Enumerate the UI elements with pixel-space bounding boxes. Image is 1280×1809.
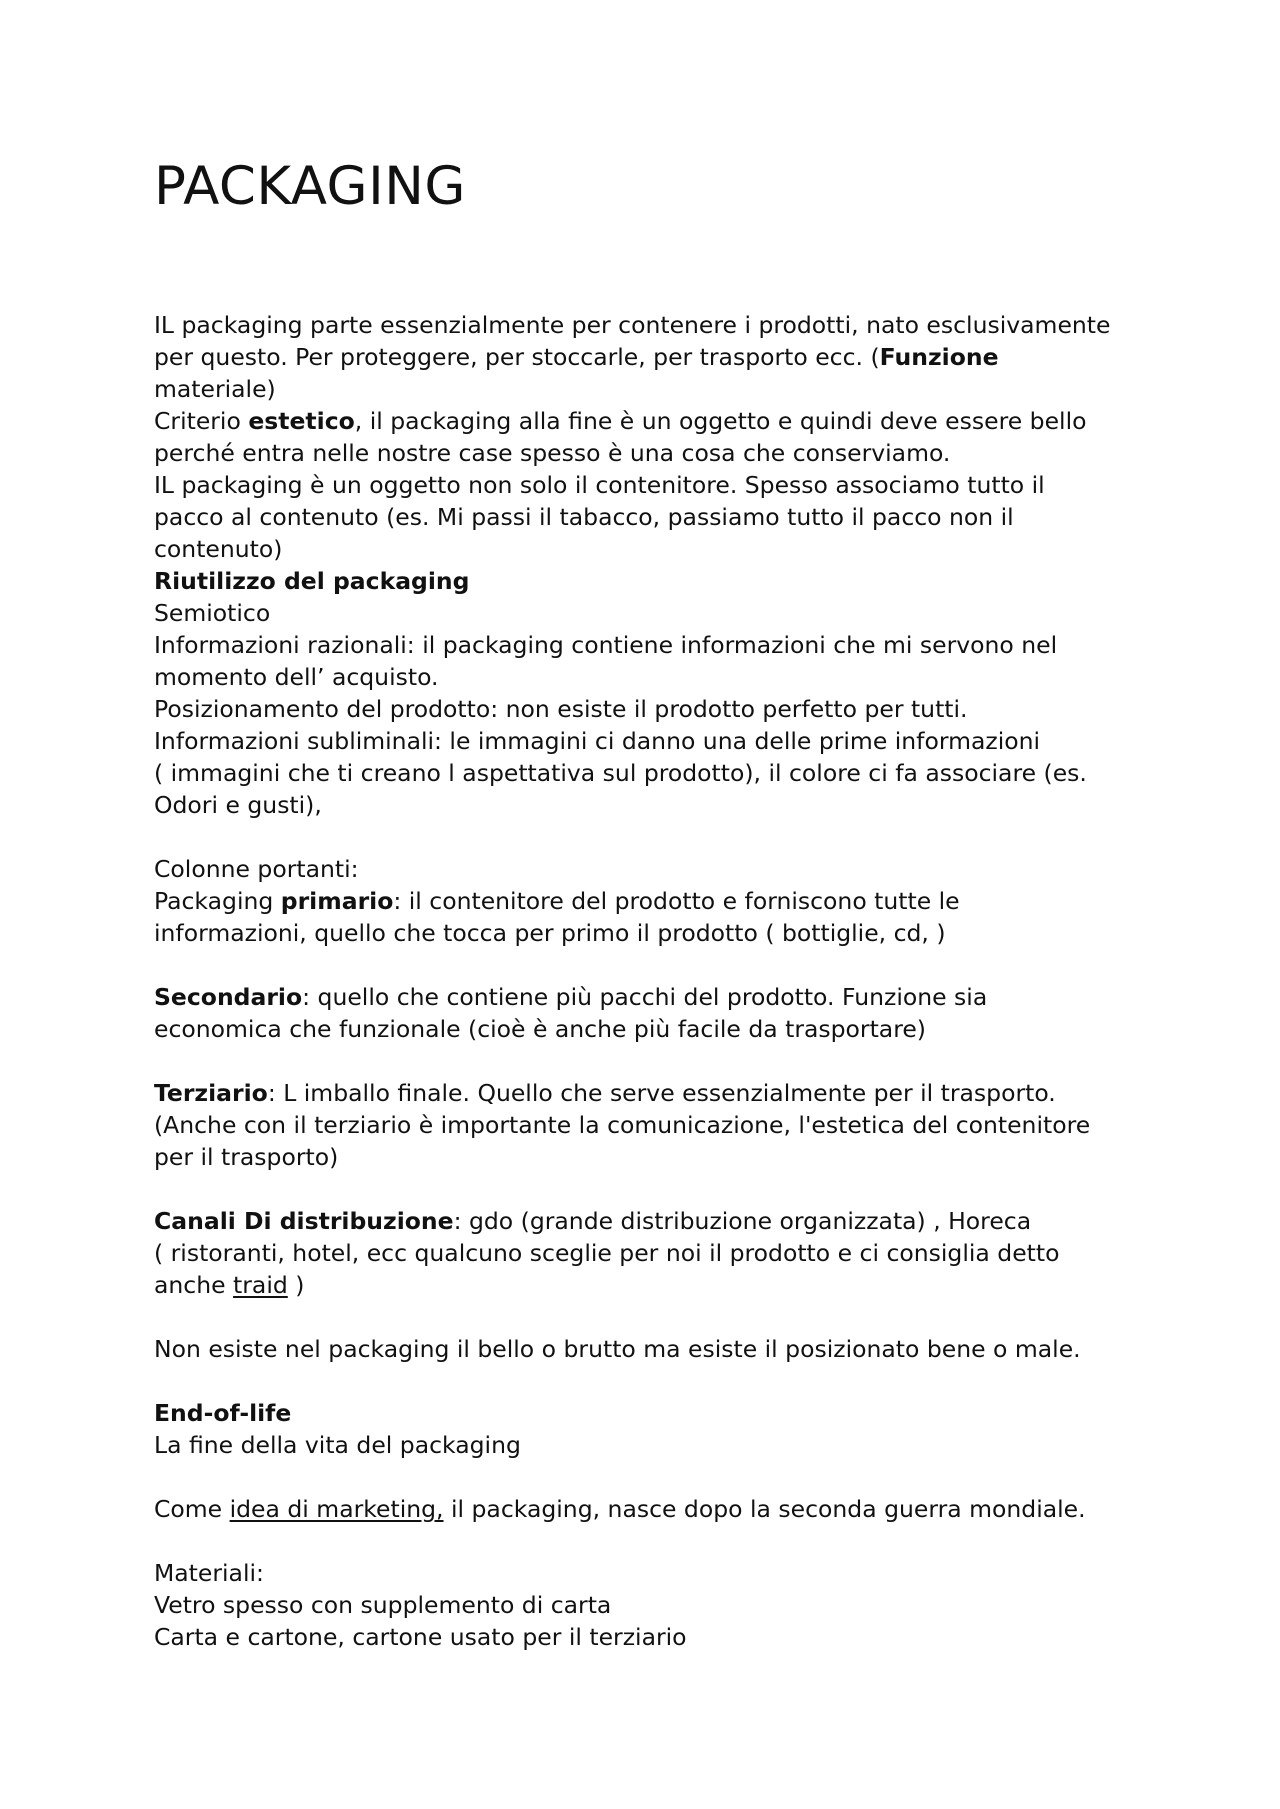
text-run: : gdo (grande distribuzione organizzata) , Horeca xyxy=(453,1207,1032,1235)
blank-line xyxy=(154,1045,1144,1077)
text-line: per il trasporto) xyxy=(154,1143,339,1171)
text-line: ( immagini che ti creano l aspettativa sul prodotto), il colore ci fa associare (es. xyxy=(154,759,1087,787)
bold-term: Terziario xyxy=(154,1079,268,1107)
bold-term: primario xyxy=(280,887,394,915)
text-line: Colonne portanti: xyxy=(154,855,359,883)
text-line: (Anche con il terziario è importante la comunicazione, l'estetica del contenitore xyxy=(154,1111,1091,1139)
section-heading-riutilizzo xyxy=(154,565,1144,597)
text-line xyxy=(154,1493,1144,1525)
text-run: : L imballo finale. Quello che serve essenzialmente per il trasporto. xyxy=(267,1079,1056,1107)
text-line: Carta e cartone, cartone usato per il terziario xyxy=(154,1623,687,1651)
text-line: momento dell’ acquisto. xyxy=(154,663,439,691)
text-line: Informazioni razionali: il packaging contiene informazioni che mi servono nel xyxy=(154,631,1058,659)
text-line: contenuto) xyxy=(154,535,283,563)
text-line: materiale) xyxy=(154,375,276,403)
section-heading-end-of-life xyxy=(154,1397,1144,1429)
bold-term: Funzione xyxy=(879,343,999,371)
bold-term: End-of-life xyxy=(154,1399,292,1427)
text-run: per questo. Per proteggere, per stoccarle, per trasporto ecc. ( xyxy=(154,343,880,371)
text-run: ) xyxy=(287,1271,305,1299)
text-line: Materiali: xyxy=(154,1559,264,1587)
blank-line xyxy=(154,1173,1144,1205)
text-run: : il contenitore del prodotto e forniscono tutte le xyxy=(393,887,960,915)
text-line: IL packaging parte essenzialmente per contenere i prodotti, nato esclusivamente xyxy=(154,311,1111,339)
text-line: informazioni, quello che tocca per primo il prodotto ( bottiglie, cd, ) xyxy=(154,919,946,947)
text-line: IL packaging è un oggetto non solo il contenitore. Spesso associamo tutto il xyxy=(154,471,1045,499)
text-run: Criterio xyxy=(154,407,249,435)
text-line: La fine della vita del packaging xyxy=(154,1431,521,1459)
text-line: Posizionamento del prodotto: non esiste il prodotto perfetto per tutti. xyxy=(154,695,968,723)
page-title: PACKAGING xyxy=(154,156,466,217)
text-line: Odori e gusti), xyxy=(154,791,322,819)
text-run: Come xyxy=(154,1495,230,1523)
bold-term: estetico xyxy=(248,407,355,435)
text-line: Non esiste nel packaging il bello o brutto ma esiste il posizionato bene o male. xyxy=(154,1335,1081,1363)
text-line xyxy=(154,405,1144,437)
text-run: anche xyxy=(154,1271,234,1299)
text-run: Packaging xyxy=(154,887,281,915)
text-line xyxy=(154,1269,1144,1301)
text-run: , il packaging alla fine è un oggetto e quindi deve essere bello xyxy=(354,407,1087,435)
text-line xyxy=(154,1205,1144,1237)
underlined-term: idea di marketing, xyxy=(229,1495,444,1523)
blank-line xyxy=(154,821,1144,853)
bold-term: Secondario xyxy=(154,983,303,1011)
blank-line xyxy=(154,949,1144,981)
text-line xyxy=(154,341,1144,373)
text-line xyxy=(154,1077,1144,1109)
text-line xyxy=(154,981,1144,1013)
text-line: perché entra nelle nostre case spesso è una cosa che conserviamo. xyxy=(154,439,951,467)
bold-term: Canali Di distribuzione xyxy=(154,1207,454,1235)
blank-line xyxy=(154,1301,1144,1333)
underlined-term: traid xyxy=(233,1271,288,1299)
bold-term: Riutilizzo del packaging xyxy=(154,567,470,595)
text-run: il packaging, nasce dopo la seconda guerra mondiale. xyxy=(443,1495,1086,1523)
text-line: ( ristoranti, hotel, ecc qualcuno sceglie per noi il prodotto e ci consiglia detto xyxy=(154,1239,1060,1267)
document-body xyxy=(154,309,1144,1653)
text-line: Semiotico xyxy=(154,599,271,627)
text-line: Vetro spesso con supplemento di carta xyxy=(154,1591,612,1619)
text-line: pacco al contenuto (es. Mi passi il tabacco, passiamo tutto il pacco non il xyxy=(154,503,1014,531)
text-line: Informazioni subliminali: le immagini ci danno una delle prime informazioni xyxy=(154,727,1041,755)
blank-line xyxy=(154,1365,1144,1397)
blank-line xyxy=(154,1525,1144,1557)
text-line xyxy=(154,885,1144,917)
text-line: economica che funzionale (cioè è anche più facile da trasportare) xyxy=(154,1015,926,1043)
blank-line xyxy=(154,1461,1144,1493)
text-run: : quello che contiene più pacchi del prodotto. Funzione sia xyxy=(302,983,988,1011)
